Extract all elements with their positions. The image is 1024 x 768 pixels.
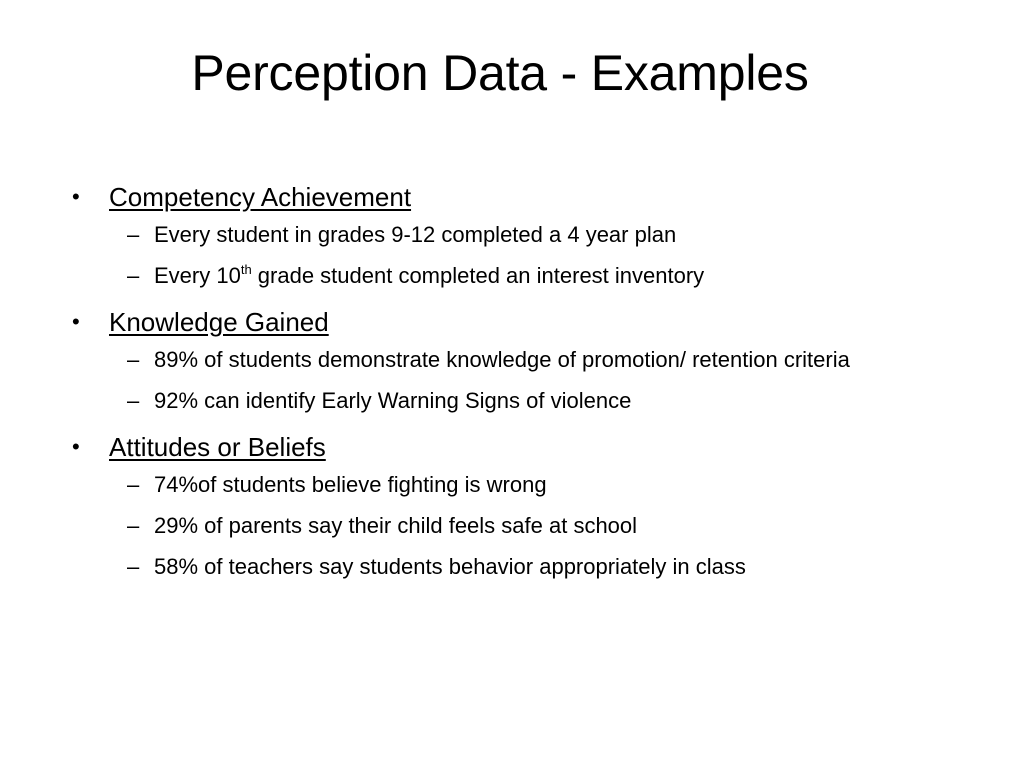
sub-item-text: 74%of students believe fighting is wrong <box>154 472 547 497</box>
section-heading: Attitudes or Beliefs <box>109 432 326 462</box>
section-heading: Competency Achievement <box>109 182 412 212</box>
section-knowledge-gained <box>72 303 952 418</box>
dash-icon: – <box>127 388 140 413</box>
dash-icon: – <box>127 263 140 288</box>
sub-item-text-end: grade student completed an interest inventory <box>251 263 705 288</box>
ordinal-superscript: th <box>240 262 252 277</box>
bullet-item <box>72 178 952 216</box>
bullet-icon: • <box>72 184 80 209</box>
sub-item <box>72 218 952 252</box>
dash-icon: – <box>127 472 140 497</box>
sub-item <box>72 468 952 502</box>
bullet-list <box>72 178 952 594</box>
slide-title: Perception Data - Examples <box>191 45 809 101</box>
dash-icon: – <box>127 222 140 247</box>
bullet-item <box>72 428 952 466</box>
sub-item-text: 89% of students demonstrate knowledge of promotion/ retention criteria <box>154 347 850 372</box>
sub-list <box>72 218 952 293</box>
dash-icon: – <box>127 513 140 538</box>
bullet-icon: • <box>72 309 80 334</box>
bullet-item <box>72 303 952 341</box>
sub-list <box>72 343 952 418</box>
sub-item-text: 29% of parents say their child feels safe at school <box>154 513 638 538</box>
sub-item-text: 92% can identify Early Warning Signs of violence <box>154 388 632 413</box>
sub-item <box>72 259 952 293</box>
dash-icon: – <box>127 347 140 372</box>
section-competency-achievement <box>72 178 952 293</box>
sub-item-text: Every student in grades 9-12 completed a 4 year plan <box>154 222 677 247</box>
sub-item <box>72 509 952 543</box>
section-heading: Knowledge Gained <box>109 307 329 337</box>
sub-item-text-start: Every 10 <box>154 263 241 288</box>
sub-item-text: 58% of teachers say students behavior appropriately in class <box>154 554 746 579</box>
sub-item <box>72 384 952 418</box>
section-attitudes-or-beliefs <box>72 428 952 584</box>
dash-icon: – <box>127 554 140 579</box>
sub-item <box>72 343 914 377</box>
sub-list <box>72 468 952 584</box>
bullet-icon: • <box>72 434 80 459</box>
sub-item <box>72 550 952 584</box>
